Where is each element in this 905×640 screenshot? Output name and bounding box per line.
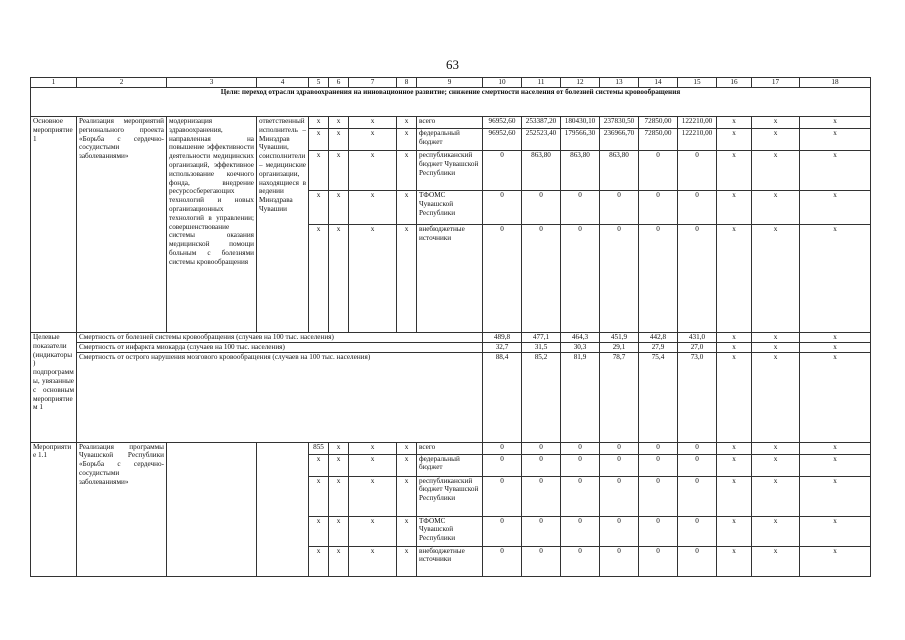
value-cell: 0 <box>483 225 522 333</box>
value-cell: 0 <box>600 476 639 516</box>
column-number: 3 <box>167 78 257 88</box>
value-cell: x <box>717 191 752 225</box>
column-number: 17 <box>752 78 800 88</box>
value-cell: 0 <box>678 454 717 476</box>
event-code: Основное мероприятие 1 <box>31 117 77 333</box>
column-number: 10 <box>483 78 522 88</box>
value-cell: x <box>800 454 871 476</box>
value-cell: x <box>752 129 800 151</box>
column-number: 11 <box>522 78 561 88</box>
value-cell: 489,8 <box>483 333 522 343</box>
budget-code: x <box>349 442 397 454</box>
value-cell: 237830,50 <box>600 117 639 129</box>
value-cell: 0 <box>561 225 600 333</box>
budget-code: x <box>329 129 349 151</box>
column-number: 2 <box>77 78 167 88</box>
value-cell: x <box>717 342 752 352</box>
value-cell: 253387,20 <box>522 117 561 129</box>
budget-code: x <box>309 225 329 333</box>
value-cell: x <box>717 546 752 576</box>
value-cell: 0 <box>639 225 678 333</box>
value-cell: 122210,00 <box>678 117 717 129</box>
value-cell: 0 <box>561 476 600 516</box>
table-row <box>31 442 871 454</box>
value-cell: 0 <box>678 516 717 546</box>
value-cell: 0 <box>561 454 600 476</box>
indicator-name: Смертность от острого нарушения мозгового кровообращения (случаев на 100 тыс. населения) <box>77 352 483 442</box>
value-cell: x <box>800 191 871 225</box>
event-code: Мероприятие 1.1 <box>31 442 77 576</box>
value-cell: 477,1 <box>522 333 561 343</box>
value-cell: 863,80 <box>600 151 639 191</box>
value-cell: 85,2 <box>522 352 561 442</box>
value-cell: 0 <box>678 225 717 333</box>
value-cell: 32,7 <box>483 342 522 352</box>
budget-code: x <box>349 225 397 333</box>
value-cell: 0 <box>678 442 717 454</box>
value-cell: 0 <box>639 454 678 476</box>
funding-source: республиканский бюджет Чувашской Республики <box>417 476 483 516</box>
value-cell: x <box>800 352 871 442</box>
value-cell: x <box>717 516 752 546</box>
value-cell: 0 <box>639 151 678 191</box>
funding-source: всего <box>417 117 483 129</box>
budget-code: x <box>349 191 397 225</box>
table-row <box>31 117 871 129</box>
value-cell: 0 <box>522 454 561 476</box>
value-cell: x <box>752 117 800 129</box>
budget-code: x <box>397 442 417 454</box>
page-number: 63 <box>446 57 459 72</box>
budget-code: x <box>329 225 349 333</box>
indicator-name: Смертность от болезней системы кровообращения (случаев на 100 тыс. населения) <box>77 333 483 343</box>
value-cell: 29,1 <box>600 342 639 352</box>
column-number: 16 <box>717 78 752 88</box>
value-cell: 0 <box>522 516 561 546</box>
value-cell: x <box>717 151 752 191</box>
table-row <box>31 342 871 352</box>
value-cell: 0 <box>678 191 717 225</box>
budget-code: x <box>309 117 329 129</box>
event-task <box>167 442 257 576</box>
value-cell: 0 <box>639 442 678 454</box>
budget-code: x <box>349 151 397 191</box>
value-cell: 30,3 <box>561 342 600 352</box>
value-cell: 0 <box>600 516 639 546</box>
goal-row <box>31 88 871 117</box>
budget-code: x <box>397 117 417 129</box>
targets-label: Целевые показатели (индикаторы) подпрограммы, увязанные с основным мероприятием 1 <box>31 333 77 443</box>
budget-code: x <box>349 117 397 129</box>
value-cell: 0 <box>522 225 561 333</box>
column-number: 12 <box>561 78 600 88</box>
column-number: 15 <box>678 78 717 88</box>
funding-source: федеральный бюджет <box>417 454 483 476</box>
value-cell: 27,0 <box>678 342 717 352</box>
value-cell: 0 <box>600 225 639 333</box>
value-cell: x <box>752 342 800 352</box>
value-cell: x <box>800 151 871 191</box>
value-cell: 0 <box>483 476 522 516</box>
value-cell: 81,9 <box>561 352 600 442</box>
value-cell: 0 <box>483 516 522 546</box>
budget-code: x <box>397 225 417 333</box>
value-cell: x <box>717 454 752 476</box>
value-cell: 122210,00 <box>678 129 717 151</box>
goal-text: Цели: переход отрасли здравоохранения на инновационное развитие; снижение смертности населения от болезней системы кровообращения <box>31 88 871 117</box>
value-cell: x <box>717 352 752 442</box>
budget-code: x <box>349 129 397 151</box>
table-row <box>31 352 871 442</box>
event-executor: ответственный исполнитель – Минздрав Чувашии, соисполнители – медицинские организации, находящиеся в ведении Минздрава Чувашии <box>257 117 309 333</box>
value-cell: 0 <box>639 516 678 546</box>
budget-code: x <box>349 516 397 546</box>
value-cell: 0 <box>639 191 678 225</box>
value-cell: 31,5 <box>522 342 561 352</box>
value-cell: x <box>752 454 800 476</box>
value-cell: 442,8 <box>639 333 678 343</box>
budget-code: x <box>397 476 417 516</box>
value-cell: 72850,00 <box>639 129 678 151</box>
value-cell: 0 <box>483 442 522 454</box>
budget-code: x <box>309 129 329 151</box>
column-number: 14 <box>639 78 678 88</box>
value-cell: x <box>800 225 871 333</box>
value-cell: 0 <box>522 442 561 454</box>
value-cell: 431,0 <box>678 333 717 343</box>
budget-code: x <box>397 151 417 191</box>
value-cell: x <box>800 129 871 151</box>
funding-source: внебюджетные источники <box>417 546 483 576</box>
value-cell: 0 <box>561 191 600 225</box>
value-cell: 0 <box>483 191 522 225</box>
value-cell: x <box>752 442 800 454</box>
value-cell: x <box>717 333 752 343</box>
value-cell: 73,0 <box>678 352 717 442</box>
value-cell: 0 <box>522 191 561 225</box>
value-cell: x <box>752 225 800 333</box>
value-cell: x <box>717 225 752 333</box>
value-cell: 0 <box>600 191 639 225</box>
value-cell: 0 <box>600 546 639 576</box>
value-cell: x <box>752 333 800 343</box>
column-number: 6 <box>329 78 349 88</box>
column-number: 18 <box>800 78 871 88</box>
value-cell: x <box>752 476 800 516</box>
budget-code: x <box>329 191 349 225</box>
value-cell: 0 <box>483 454 522 476</box>
budget-code: x <box>309 476 329 516</box>
value-cell: 0 <box>522 476 561 516</box>
column-number: 9 <box>417 78 483 88</box>
value-cell: 88,4 <box>483 352 522 442</box>
value-cell: 27,9 <box>639 342 678 352</box>
value-cell: x <box>800 117 871 129</box>
value-cell: 72850,00 <box>639 117 678 129</box>
program-table <box>30 77 871 577</box>
budget-code: x <box>397 546 417 576</box>
value-cell: 96952,60 <box>483 117 522 129</box>
budget-code: x <box>329 516 349 546</box>
value-cell: 78,7 <box>600 352 639 442</box>
event-executor <box>257 442 309 576</box>
value-cell: x <box>800 442 871 454</box>
value-cell: 451,9 <box>600 333 639 343</box>
value-cell: 0 <box>678 546 717 576</box>
value-cell: 180430,10 <box>561 117 600 129</box>
value-cell: 75,4 <box>639 352 678 442</box>
budget-code: x <box>349 454 397 476</box>
budget-code: x <box>329 454 349 476</box>
event-name: Реализация мероприятий регионального проекта «Борьба с сердечно-сосудистыми заболеваниями» <box>77 117 167 333</box>
budget-code: x <box>309 454 329 476</box>
funding-source: внебюджетные источники <box>417 225 483 333</box>
indicator-name: Смертность от инфаркта миокарда (случаев на 100 тыс. населения) <box>77 342 483 352</box>
funding-source: ТФОМС Чувашской Республики <box>417 191 483 225</box>
column-number-row <box>31 78 871 88</box>
value-cell: 0 <box>483 546 522 576</box>
value-cell: x <box>752 352 800 442</box>
budget-code: x <box>309 546 329 576</box>
value-cell: 236966,70 <box>600 129 639 151</box>
value-cell: 0 <box>522 546 561 576</box>
value-cell: x <box>752 151 800 191</box>
value-cell: 0 <box>561 546 600 576</box>
budget-code: x <box>329 476 349 516</box>
value-cell: x <box>800 546 871 576</box>
value-cell: x <box>717 476 752 516</box>
column-number: 4 <box>257 78 309 88</box>
value-cell: x <box>752 546 800 576</box>
funding-source: республиканский бюджет Чувашской Республики <box>417 151 483 191</box>
value-cell: x <box>800 476 871 516</box>
budget-code: 855 <box>309 442 329 454</box>
value-cell: x <box>800 342 871 352</box>
budget-code: x <box>349 476 397 516</box>
value-cell: 0 <box>561 442 600 454</box>
budget-code: x <box>309 516 329 546</box>
funding-source: ТФОМС Чувашской Республики <box>417 516 483 546</box>
value-cell: 863,80 <box>561 151 600 191</box>
value-cell: 0 <box>639 476 678 516</box>
value-cell: 0 <box>678 476 717 516</box>
event-name: Реализация программы Чувашской Республики «Борьба с сердечно-сосудистыми заболеваниями» <box>77 442 167 576</box>
budget-code: x <box>397 191 417 225</box>
budget-code: x <box>309 191 329 225</box>
budget-code: x <box>329 442 349 454</box>
column-number: 13 <box>600 78 639 88</box>
value-cell: x <box>717 129 752 151</box>
value-cell: x <box>800 516 871 546</box>
value-cell: 0 <box>678 151 717 191</box>
value-cell: 179566,30 <box>561 129 600 151</box>
value-cell: 0 <box>600 454 639 476</box>
value-cell: x <box>717 442 752 454</box>
budget-code: x <box>397 454 417 476</box>
column-number: 8 <box>397 78 417 88</box>
budget-code: x <box>397 129 417 151</box>
value-cell: 863,80 <box>522 151 561 191</box>
budget-code: x <box>329 117 349 129</box>
value-cell: 464,3 <box>561 333 600 343</box>
budget-code: x <box>309 151 329 191</box>
budget-code: x <box>329 151 349 191</box>
value-cell: x <box>717 117 752 129</box>
column-number: 1 <box>31 78 77 88</box>
value-cell: x <box>752 191 800 225</box>
column-number: 5 <box>309 78 329 88</box>
value-cell: 0 <box>561 516 600 546</box>
value-cell: 0 <box>639 546 678 576</box>
value-cell: 252523,40 <box>522 129 561 151</box>
value-cell: x <box>800 333 871 343</box>
budget-code: x <box>397 516 417 546</box>
funding-source: федеральный бюджет <box>417 129 483 151</box>
value-cell: 0 <box>600 442 639 454</box>
value-cell: x <box>752 516 800 546</box>
budget-code: x <box>349 546 397 576</box>
value-cell: 96952,60 <box>483 129 522 151</box>
event-task: модернизация здравоохранения, направленная на повышение эффективности деятельности медицинских организаций, эффективное использование коечного фонда, внедрение ресурсосберегающих технологий и новых организационных технологий в управлении; совершенствование системы оказания медицинской помощи больным с болезнями системы кровообращения <box>167 117 257 333</box>
column-number: 7 <box>349 78 397 88</box>
table-row <box>31 333 871 343</box>
value-cell: 0 <box>483 151 522 191</box>
funding-source: всего <box>417 442 483 454</box>
budget-code: x <box>329 546 349 576</box>
